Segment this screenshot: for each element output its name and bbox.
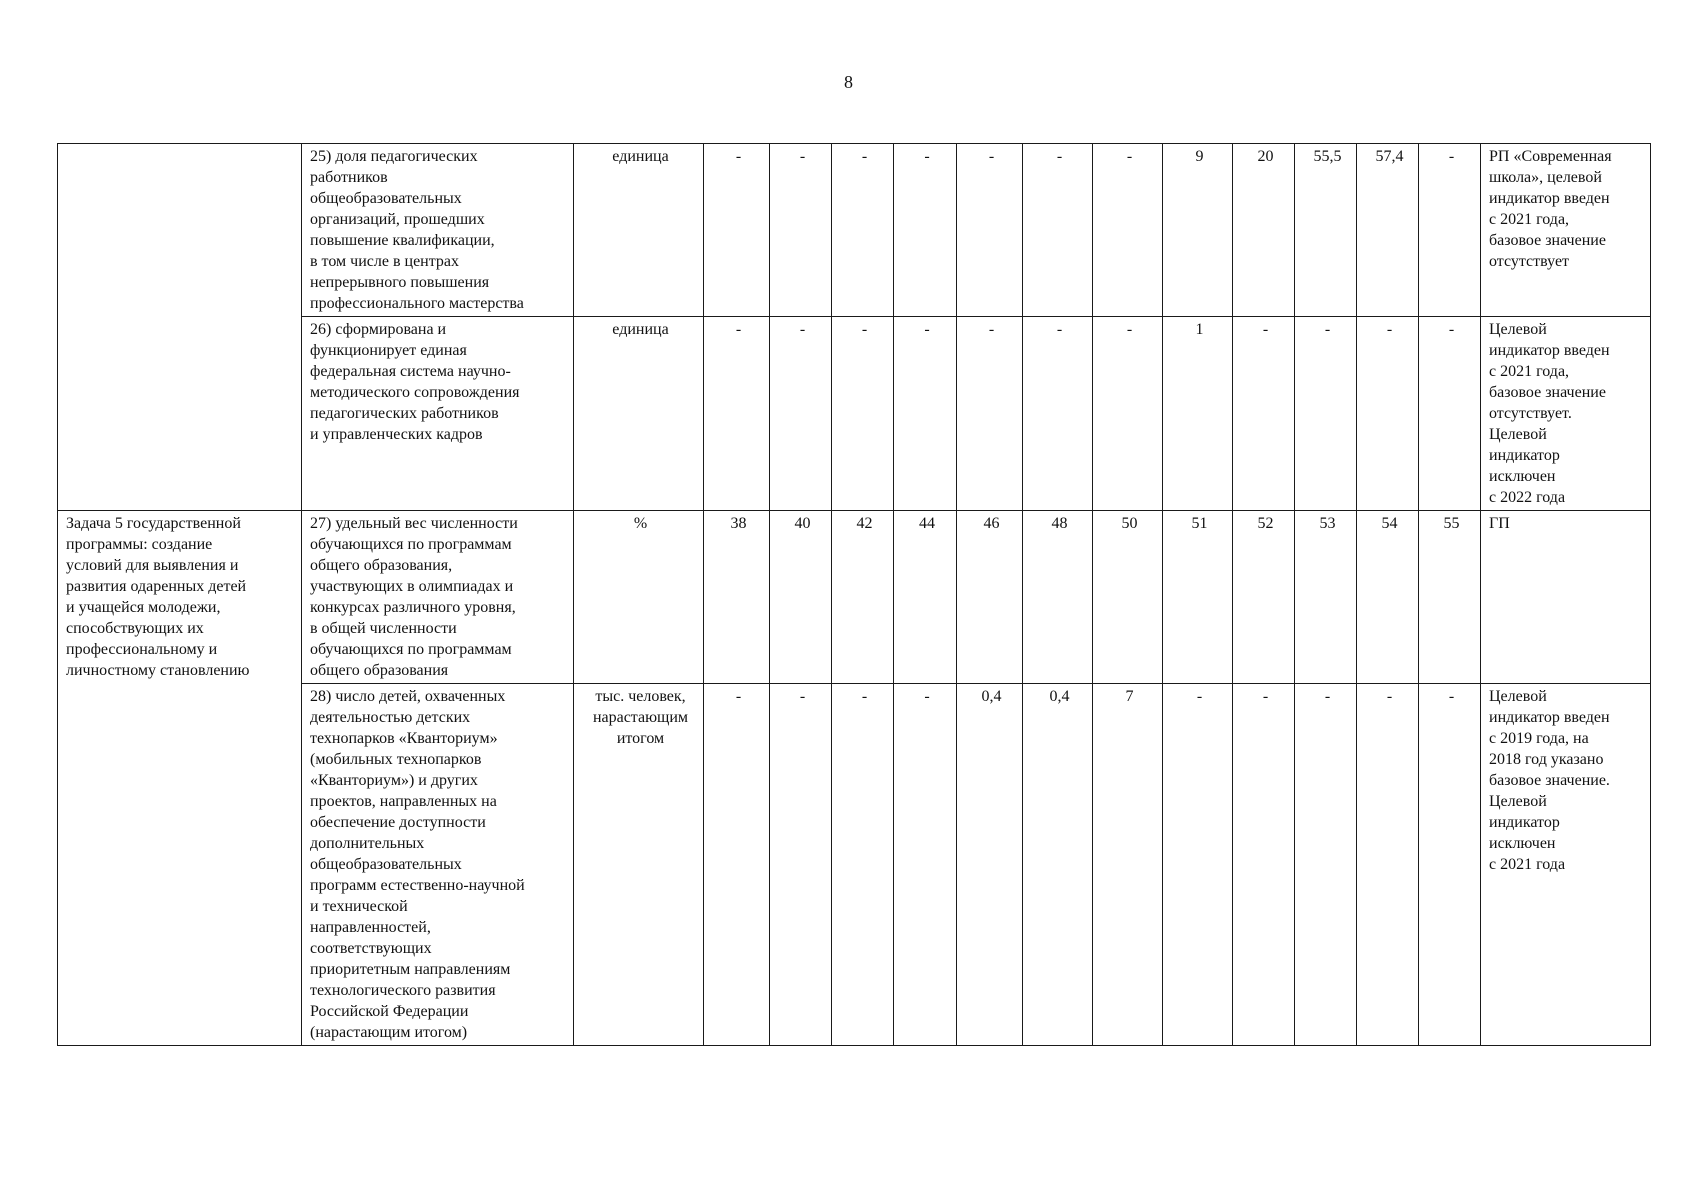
- value-cell: 55,5: [1295, 144, 1357, 317]
- text-line: 28) число детей, охваченных: [310, 688, 506, 705]
- text-line: и управленческих кадров: [310, 426, 483, 443]
- indicator-cell: [302, 144, 574, 317]
- value-cell: -: [832, 144, 894, 317]
- value-cell: 0,4: [957, 684, 1023, 1046]
- value-cell: -: [894, 144, 957, 317]
- value-cell: 55: [1419, 511, 1481, 684]
- value-cell: 38: [704, 511, 770, 684]
- text-line: с 2021 года,: [1489, 363, 1570, 380]
- task-cell: [58, 511, 302, 1046]
- text-line: и учащейся молодежи,: [66, 599, 221, 616]
- text-line: направленностей,: [310, 919, 431, 936]
- value-cell: -: [1419, 317, 1481, 511]
- value-cell: 20: [1233, 144, 1295, 317]
- value-cell: -: [957, 317, 1023, 511]
- text-line: (нарастающим итогом): [310, 1024, 468, 1041]
- value-cell: -: [894, 317, 957, 511]
- text-line: отсутствует: [1489, 253, 1570, 270]
- text-line: отсутствует.: [1489, 405, 1572, 422]
- text-line: обучающихся по программам: [310, 536, 512, 553]
- text-line: технопарков «Кванториум»: [310, 730, 498, 747]
- text-line: работников: [310, 169, 388, 186]
- text-line: дополнительных: [310, 835, 425, 852]
- value-cell: -: [1233, 317, 1295, 511]
- value-cell: 42: [832, 511, 894, 684]
- text-line: Целевой: [1489, 793, 1547, 810]
- value-cell: 0,4: [1023, 684, 1093, 1046]
- text-line: обучающихся по программам: [310, 641, 512, 658]
- value-cell: -: [1295, 317, 1357, 511]
- text-line: 27) удельный вес численности: [310, 515, 518, 532]
- text-line: 25) доля педагогических: [310, 148, 478, 165]
- text-line: проектов, направленных на: [310, 793, 497, 810]
- value-cell: -: [957, 144, 1023, 317]
- value-cell: 52: [1233, 511, 1295, 684]
- text-line: «Кванториум») и других: [310, 772, 478, 789]
- value-cell: -: [1419, 144, 1481, 317]
- text-line: единица: [612, 148, 669, 165]
- text-line: индикатор: [1489, 447, 1560, 464]
- value-cell: -: [1295, 684, 1357, 1046]
- value-cell: 7: [1093, 684, 1163, 1046]
- note-cell: [1481, 684, 1651, 1046]
- value-cell: 53: [1295, 511, 1357, 684]
- text-line: индикатор введен: [1489, 190, 1610, 207]
- value-cell: -: [1163, 684, 1233, 1046]
- value-cell: -: [1419, 684, 1481, 1046]
- value-cell: 57,4: [1357, 144, 1419, 317]
- text-line: личностному становлению: [66, 662, 250, 679]
- text-line: функционирует единая: [310, 342, 467, 359]
- value-cell: 40: [770, 511, 832, 684]
- text-line: программы: создание: [66, 536, 213, 553]
- text-line: исключен: [1489, 468, 1556, 485]
- text-line: федеральная система научно-: [310, 363, 511, 380]
- value-cell: 48: [1023, 511, 1093, 684]
- text-line: общеобразовательных: [310, 190, 462, 207]
- value-cell: 50: [1093, 511, 1163, 684]
- value-cell: -: [894, 684, 957, 1046]
- value-cell: 44: [894, 511, 957, 684]
- text-line: непрерывного повышения: [310, 274, 490, 291]
- text-line: тыс. человек,: [595, 688, 686, 705]
- text-line: методического сопровождения: [310, 384, 520, 401]
- value-cell: -: [832, 684, 894, 1046]
- text-line: деятельностью детских: [310, 709, 471, 726]
- unit-cell: [574, 511, 704, 684]
- text-line: Целевой: [1489, 426, 1547, 443]
- text-line: индикатор: [1489, 814, 1560, 831]
- text-line: Задача 5 государственной: [66, 515, 241, 532]
- task-cell: [58, 144, 302, 511]
- value-cell: -: [1023, 144, 1093, 317]
- value-cell: -: [770, 684, 832, 1046]
- indicator-cell: [302, 317, 574, 511]
- text-line: способствующих их: [66, 620, 204, 637]
- text-line: общеобразовательных: [310, 856, 462, 873]
- text-line: 26) сформирована и: [310, 321, 447, 338]
- note-cell: [1481, 317, 1651, 511]
- value-cell: 51: [1163, 511, 1233, 684]
- text-line: индикатор введен: [1489, 709, 1610, 726]
- text-line: с 2021 года: [1489, 856, 1566, 873]
- value-cell: -: [704, 684, 770, 1046]
- text-line: итогом: [616, 730, 665, 747]
- text-line: общего образования,: [310, 557, 453, 574]
- text-line: с 2019 года, на: [1489, 730, 1589, 747]
- text-line: Российской Федерации: [310, 1003, 469, 1020]
- text-line: развития одаренных детей: [66, 578, 247, 595]
- value-cell: -: [704, 317, 770, 511]
- text-line: повышение квалификации,: [310, 232, 495, 249]
- page-number: 8: [844, 72, 853, 92]
- unit-cell: [574, 144, 704, 317]
- value-cell: -: [704, 144, 770, 317]
- note-cell: [1481, 144, 1651, 317]
- value-cell: -: [1357, 684, 1419, 1046]
- text-line: %: [633, 515, 648, 532]
- text-line: профессиональному и: [66, 641, 218, 658]
- note-cell: [1481, 511, 1651, 684]
- unit-cell: [574, 317, 704, 511]
- text-line: школа», целевой: [1489, 169, 1602, 186]
- text-line: в общей численности: [310, 620, 457, 637]
- text-line: профессионального мастерства: [310, 295, 524, 312]
- text-line: программ естественно-научной: [310, 877, 525, 894]
- text-line: и технической: [310, 898, 408, 915]
- value-cell: -: [832, 317, 894, 511]
- table-row: [58, 511, 1651, 684]
- text-line: условий для выявления и: [66, 557, 239, 574]
- text-line: технологического развития: [310, 982, 496, 999]
- text-line: базовое значение.: [1489, 772, 1610, 789]
- text-line: Целевой: [1489, 321, 1547, 338]
- indicators-table: [57, 143, 1651, 1046]
- indicator-cell: [302, 511, 574, 684]
- text-line: РП «Современная: [1489, 148, 1612, 165]
- text-line: 2018 год указано: [1489, 751, 1604, 768]
- text-line: с 2022 года: [1489, 489, 1566, 506]
- text-line: общего образования: [310, 662, 449, 679]
- text-line: базовое значение: [1489, 232, 1606, 249]
- value-cell: 9: [1163, 144, 1233, 317]
- text-line: индикатор введен: [1489, 342, 1610, 359]
- text-line: исключен: [1489, 835, 1556, 852]
- text-line: (мобильных технопарков: [310, 751, 482, 768]
- text-line: участвующих в олимпиадах и: [310, 578, 514, 595]
- value-cell: 1: [1163, 317, 1233, 511]
- text-line: приоритетным направлениям: [310, 961, 511, 978]
- text-line: нарастающим: [592, 709, 689, 726]
- text-line: единица: [612, 321, 669, 338]
- value-cell: -: [770, 317, 832, 511]
- text-line: базовое значение: [1489, 384, 1606, 401]
- value-cell: 46: [957, 511, 1023, 684]
- value-cell: -: [770, 144, 832, 317]
- text-line: с 2021 года,: [1489, 211, 1570, 228]
- value-cell: 54: [1357, 511, 1419, 684]
- value-cell: -: [1023, 317, 1093, 511]
- text-line: соответствующих: [310, 940, 432, 957]
- unit-cell: [574, 684, 704, 1046]
- text-line: Целевой: [1489, 688, 1547, 705]
- text-line: организаций, прошедших: [310, 211, 485, 228]
- text-line: конкурсах различного уровня,: [310, 599, 516, 616]
- text-line: обеспечение доступности: [310, 814, 486, 831]
- value-cell: -: [1093, 144, 1163, 317]
- indicator-cell: [302, 684, 574, 1046]
- text-line: в том числе в центрах: [310, 253, 460, 270]
- value-cell: -: [1233, 684, 1295, 1046]
- value-cell: -: [1357, 317, 1419, 511]
- text-line: педагогических работников: [310, 405, 499, 422]
- table-row: [58, 144, 1651, 317]
- value-cell: -: [1093, 317, 1163, 511]
- text-line: ГП: [1489, 515, 1510, 532]
